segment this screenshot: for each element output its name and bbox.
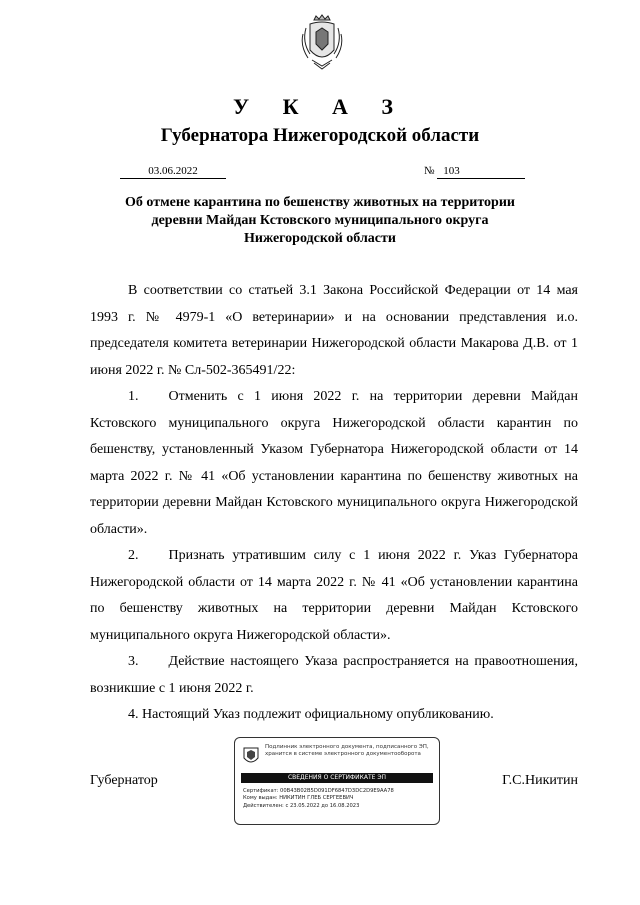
region-emblem-icon	[243, 746, 259, 766]
certificate-row	[243, 803, 435, 810]
item-paragraph	[90, 384, 578, 543]
certificate-details	[243, 788, 435, 810]
item-number: 3.	[128, 654, 139, 669]
stamp-notice-line: Подлинник электронного документа, подписанного ЭП,	[265, 744, 429, 750]
stamp-notice-line: хранится в системе электронного документооборота	[265, 751, 421, 757]
item-paragraph: 4. Настоящий Указ подлежит официальному опубликованию.	[128, 707, 494, 722]
issued-to-label: Кому выдан:	[243, 795, 278, 802]
certificate-serial: 00B43B02B5D091DF6847D3DC2D9E9AA78	[280, 788, 394, 794]
document-number-field	[424, 165, 525, 179]
certificate-row	[243, 795, 435, 802]
document-type: У К А З	[232, 94, 408, 119]
item-paragraph	[90, 649, 578, 702]
valid-value: с 23.05.2022 до 16.08.2023	[285, 802, 360, 809]
title-line: деревни Майдан Кстовского муниципального округа	[151, 213, 489, 228]
certificate-label: Сертификат:	[243, 788, 279, 794]
intro-paragraph: В соответствии со статьей 3.1 Закона Российской Федерации от 14 мая 1993 г. № 4979-1 «О ветеринарии» и на основании представления и.о. председателя комитета ветеринарии Нижегородской области Макарова Д.В. от 1 июня 2022 г. № Сл-502-365491/22:	[90, 283, 578, 378]
item-paragraph	[90, 543, 578, 649]
issued-to-value: НИКИТИН ГЛЕБ СЕРГЕЕВИЧ	[279, 795, 354, 802]
coat-of-arms-icon	[300, 14, 344, 70]
document-number: 103	[437, 165, 525, 179]
issuing-authority: Губернатора Нижегородской области	[160, 125, 480, 146]
item-text: Действие настоящего Указа распространяется на правоотношения, возникшие с 1 июня 2022 г.	[90, 654, 578, 696]
certificate-header: СВЕДЕНИЯ О СЕРТИФИКАТЕ ЭП	[241, 773, 433, 783]
electronic-signature-stamp	[234, 737, 440, 825]
document-date: 03.06.2022	[120, 165, 226, 179]
signer-name: Г.С.Никитин	[502, 773, 578, 788]
valid-label: Действителен:	[243, 802, 284, 809]
item-number: 1.	[128, 389, 139, 404]
title-line: Об отмене карантина по бешенству животных на территории	[125, 195, 515, 210]
signer-title: Губернатор	[90, 773, 158, 788]
certificate-row	[243, 788, 435, 795]
item-text: Отменить с 1 июня 2022 г. на территории деревни Майдан Кстовского муниципального округа Нижегородской области карантин по бешенству, установленный Указом Губернатора Нижегородской области от 14 марта 2022 г. № 41 «Об установлении карантина по бешенству животных на территории деревни Майдан Кстовского муниципального округа Нижегородской области».	[90, 389, 578, 537]
number-prefix: №	[424, 165, 435, 177]
item-text: Признать утратившим силу с 1 июня 2022 г. Указ Губернатора Нижегородской области от 14 марта 2022 г. № 41 «Об установлении карантина по бешенству животных на территории деревни Майдан Кстовского муниципального округа Нижегородской области».	[90, 548, 578, 643]
stamp-notice	[265, 744, 435, 758]
title-line: Нижегородской области	[244, 231, 396, 246]
item-number: 2.	[128, 548, 139, 563]
document-title	[90, 194, 550, 248]
document-body	[90, 278, 578, 729]
